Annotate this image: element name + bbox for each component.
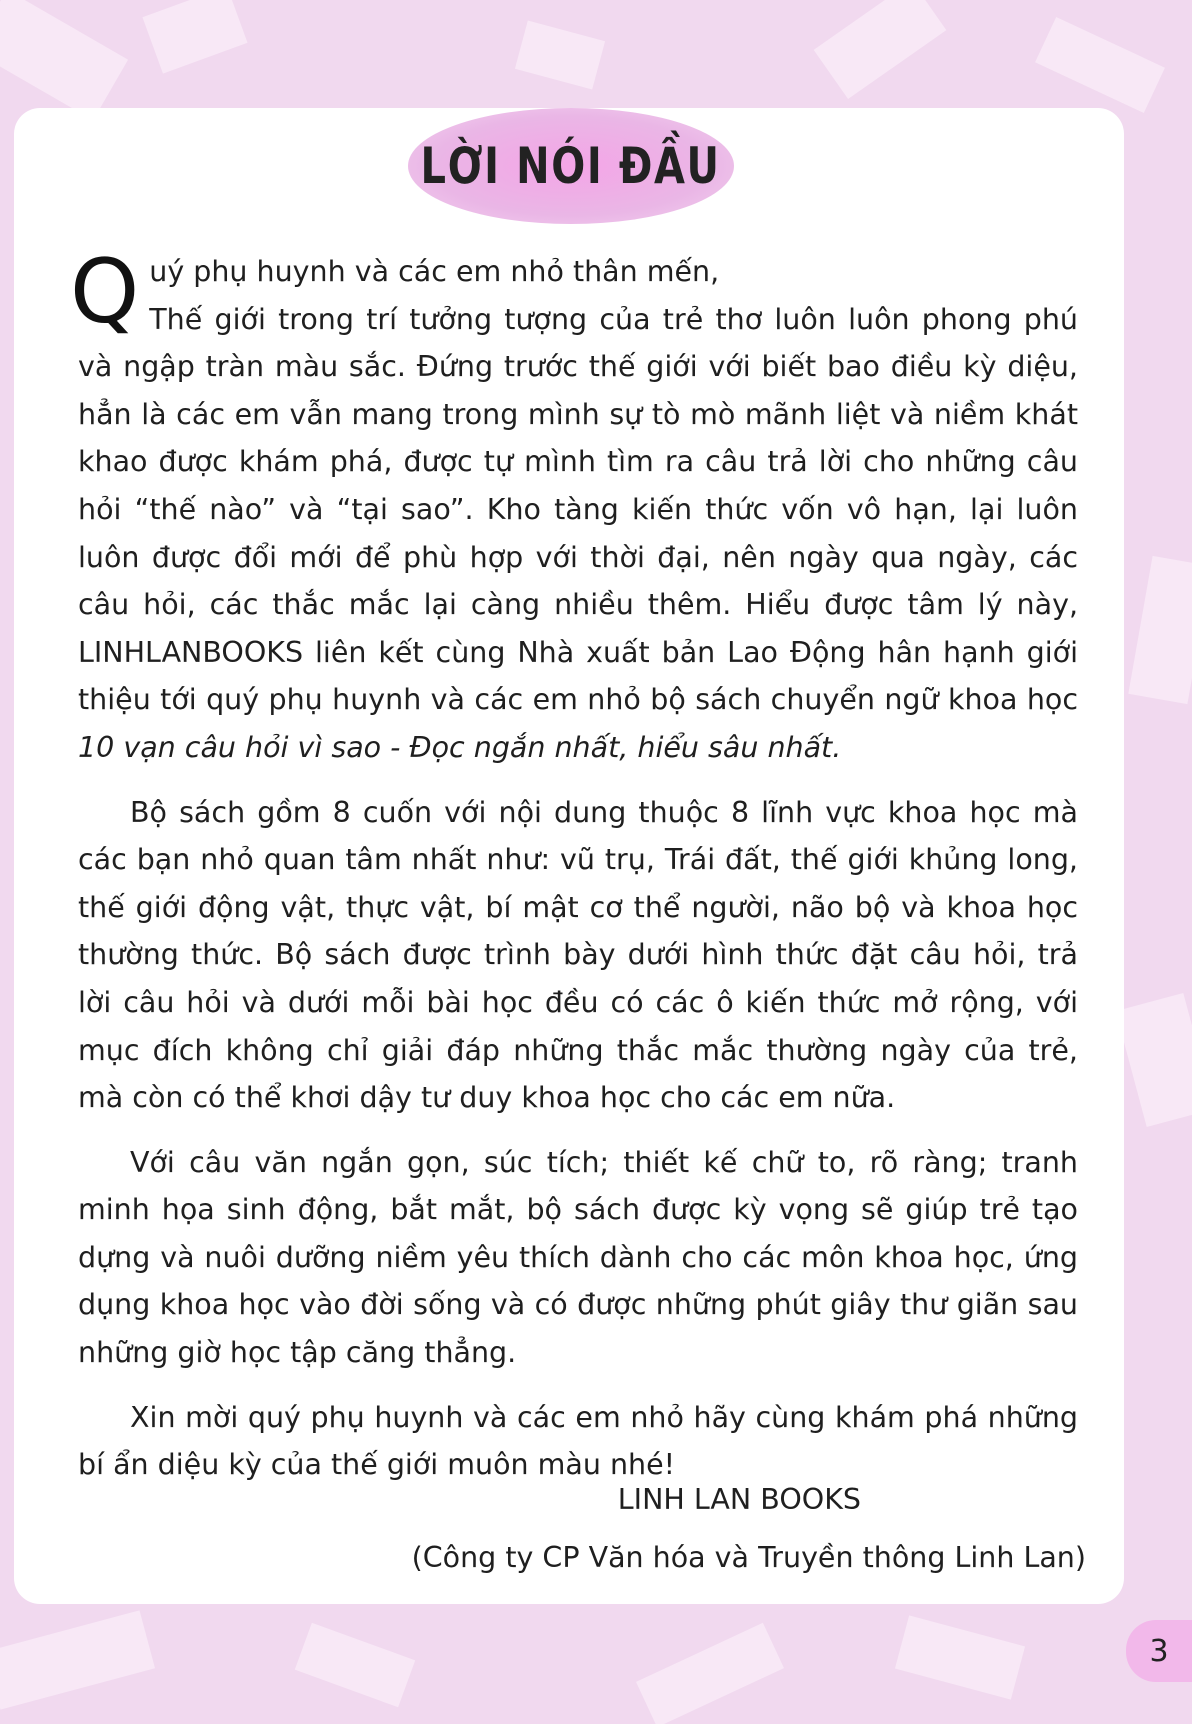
drop-cap: Q — [70, 240, 140, 343]
greeting: uý phụ huynh và các em nhỏ thân mến, — [149, 255, 720, 288]
paragraph-3: Với câu văn ngắn gọn, súc tích; thiết kế chữ to, rõ ràng; tranh minh họa sinh động, bắt mắt, bộ sách được kỳ vọng sẽ giúp trẻ tạo dựng và nuôi dưỡng niềm yêu thích dành cho các môn khoa học, ứng dụng khoa học vào đời sống và có được những phút giây thư giãn sau những giờ học tập căng thẳng. — [78, 1145, 1078, 1370]
paragraph-1-text: Thế giới trong trí tưởng tượng của trẻ thơ luôn luôn phong phú và ngập tràn màu sắc. Đứng trước thế giới với biết bao điều kỳ diệu, hẳn là các em vẫn mang trong mình sự tò mò mãnh liệt và niềm khát khao được khám phá, được tự mình tìm ra câu trả lời cho những câu hỏi “thế nào” và “tại sao”. Kho tàng kiến thức vốn vô hạn, lại luôn luôn được đổi mới để phù hợp với thời đại, nên ngày qua ngày, các câu hỏi, các thắc mắc lại càng nhiều thêm. Hiểu được tâm lý này, LINHLANBOOKS liên kết cùng Nhà xuất bản Lao Động hân hạnh giới thiệu tới quý phụ huynh và các em nhỏ bộ sách chuyển ngữ khoa học — [78, 302, 1078, 717]
signature-company: (Công ty CP Văn hóa và Truyền thông Linh Lan) — [411, 1541, 1086, 1574]
title-banner — [408, 108, 734, 224]
signature — [412, 1474, 1086, 1584]
signature-name: LINH LAN BOOKS — [617, 1483, 861, 1516]
paragraph-4: Xin mời quý phụ huynh và các em nhỏ hãy cùng khám phá những bí ẩn diệu kỳ của thế giới muôn màu nhé! — [78, 1400, 1078, 1482]
page-number: 3 — [1126, 1620, 1192, 1682]
paragraph-1 — [70, 240, 1078, 772]
book-series-title: 10 vạn câu hỏi vì sao - Đọc ngắn nhất, hiểu sâu nhất. — [78, 730, 842, 764]
page-title: LỜI NÓI ĐẦU — [420, 137, 722, 195]
paragraph-2: Bộ sách gồm 8 cuốn với nội dung thuộc 8 lĩnh vực khoa học mà các bạn nhỏ quan tâm nhất như: vũ trụ, Trái đất, thế giới khủng long, thế giới động vật, thực vật, bí mật cơ thể người, não bộ và khoa học thường thức. Bộ sách được trình bày dưới hình thức đặt câu hỏi, trả lời câu hỏi và dưới mỗi bài học đều có các ô kiến thức mở rộng, với mục đích không chỉ giải đáp những thắc mắc thường ngày của trẻ, mà còn có thể khơi dậy tư duy khoa học cho các em nữa. — [78, 795, 1078, 1115]
body-text — [70, 240, 1078, 1489]
